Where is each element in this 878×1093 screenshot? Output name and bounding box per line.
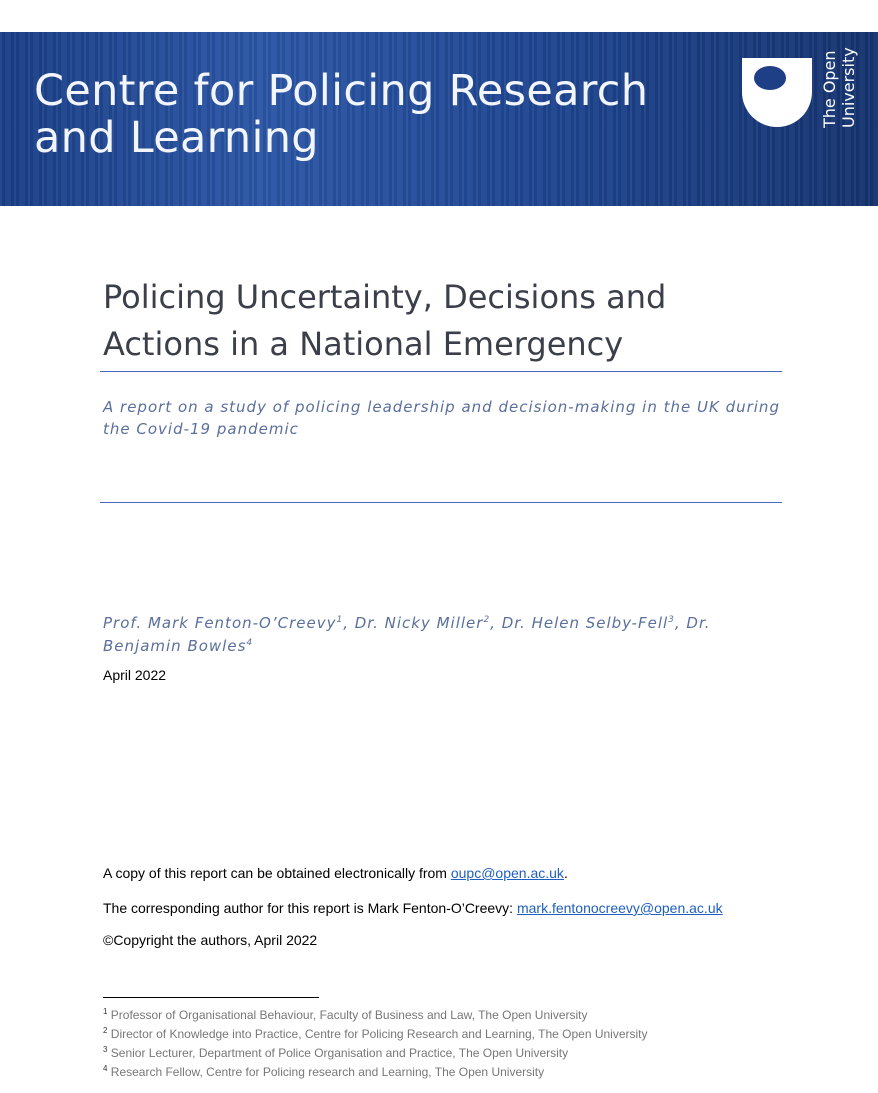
author-line-2: [103, 635, 783, 658]
author-3-footnote-ref[interactable]: 3: [668, 615, 675, 625]
footnote-number: 2: [103, 1026, 108, 1035]
corresponding-author-line: [103, 900, 723, 916]
footnote-text: Director of Knowledge into Practice, Centre for Policing Research and Learning, The Open University: [107, 1027, 648, 1041]
open-university-logo-text: [820, 38, 858, 128]
footnote: [103, 1025, 803, 1044]
open-university-shield-icon: [740, 56, 814, 130]
author-3: , Dr. Helen Selby-Fell: [490, 614, 669, 632]
report-subtitle: [103, 396, 783, 440]
footnote: [103, 1063, 803, 1082]
footnote-text: Research Fellow, Centre for Policing research and Learning, The Open University: [107, 1065, 545, 1079]
banner-title: [34, 68, 648, 162]
banner-title-line-1: Centre for Policing Research: [34, 66, 649, 116]
copy-availability-line: [103, 865, 568, 881]
copy-suffix: .: [563, 865, 568, 881]
subtitle-divider: [100, 502, 782, 503]
author-4-footnote-ref[interactable]: 4: [246, 638, 254, 648]
footnote-text: Professor of Organisational Behaviour, Faculty of Business and Law, The Open University: [107, 1008, 588, 1022]
author-4: Benjamin Bowles: [103, 637, 247, 655]
subtitle-line-1: A report on a study of policing leadership and decision-making in the UK during: [103, 398, 780, 416]
footnote-separator: [103, 997, 319, 998]
logo-text-line-2: University: [839, 47, 858, 128]
footnote: [103, 1044, 803, 1063]
logo-text-line-1: The Open: [820, 50, 839, 128]
author-2: , Dr. Nicky Miller: [343, 614, 484, 632]
author-1-footnote-ref[interactable]: 1: [336, 615, 344, 625]
report-title-line-2: Actions in a National Emergency: [103, 325, 624, 363]
author-3-tail: , Dr.: [674, 614, 711, 632]
copy-prefix: A copy of this report can be obtained electronically from: [103, 865, 451, 881]
author-1: Prof. Mark Fenton-O’Creevy: [103, 614, 337, 632]
author-list: [103, 612, 783, 658]
title-divider: [100, 371, 782, 372]
footnote-text: Senior Lecturer, Department of Police Organisation and Practice, The Open University: [107, 1046, 569, 1060]
header-banner: [0, 32, 878, 206]
footnote-number: 4: [103, 1064, 108, 1073]
copyright-notice: ©Copyright the authors, April 2022: [103, 932, 318, 948]
subtitle-line-2: the Covid-19 pandemic: [103, 420, 299, 438]
banner-title-line-2: and Learning: [34, 113, 319, 163]
footnote-number: 1: [103, 1007, 108, 1016]
author-line-1: [103, 612, 783, 635]
report-date: April 2022: [103, 667, 167, 683]
copy-email-link[interactable]: oupc@open.ac.uk: [450, 865, 564, 881]
report-title: [103, 274, 803, 368]
footnote: [103, 1006, 803, 1025]
footnotes: [103, 1006, 803, 1082]
footnote-number: 3: [103, 1045, 108, 1054]
author-prefix: The corresponding author for this report is Mark Fenton-O’Creevy:: [103, 900, 517, 916]
author-email-link[interactable]: mark.fentonocreevy@open.ac.uk: [516, 900, 723, 916]
report-title-line-1: Policing Uncertainty, Decisions and: [103, 278, 667, 316]
author-2-footnote-ref[interactable]: 2: [483, 615, 491, 625]
